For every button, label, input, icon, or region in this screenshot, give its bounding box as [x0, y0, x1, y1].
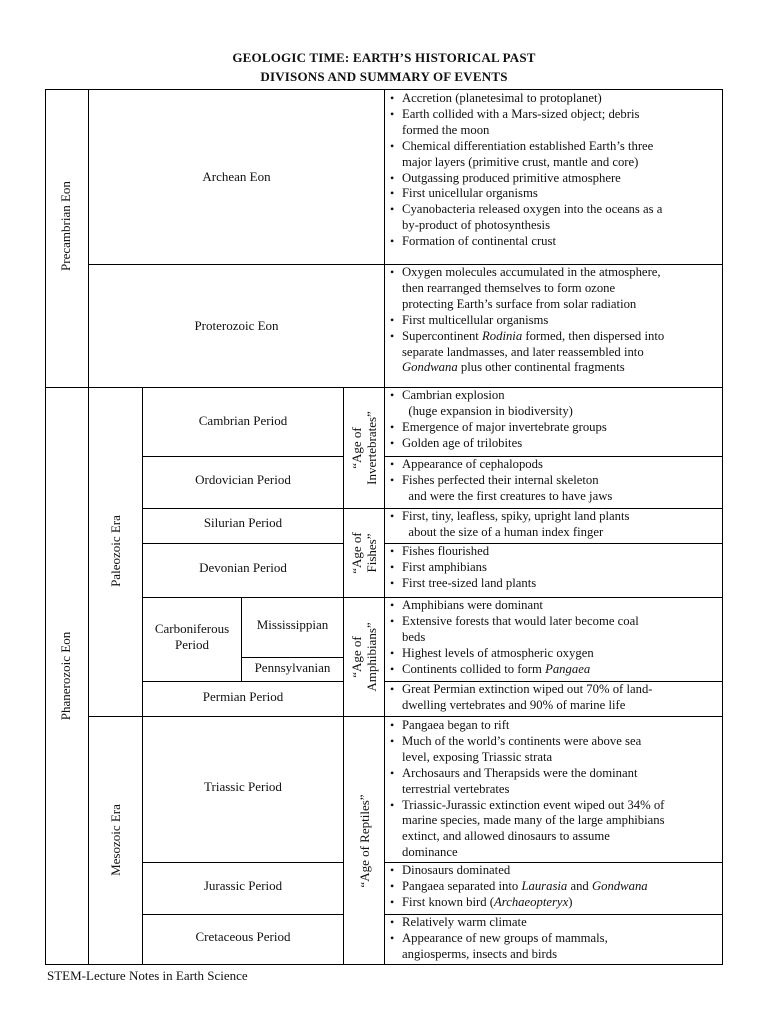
italic-term: Laurasia — [521, 878, 568, 893]
division-archean: Archean Eon — [202, 169, 271, 184]
event-line: • Chemical differentiation established Earth’s three — [402, 138, 654, 153]
event-item — [388, 798, 721, 862]
rule — [384, 89, 385, 965]
event-line: • Accretion (planetesimal to protoplanet) — [402, 91, 602, 105]
event-line — [402, 895, 721, 911]
event-item — [388, 614, 721, 646]
event-line: • Fishes flourished — [402, 544, 490, 558]
era-mesozoic: Mesozoic Era — [107, 804, 123, 876]
italic-term: Gondwana — [402, 360, 458, 375]
event-item — [388, 718, 721, 734]
event-item — [388, 879, 721, 895]
event-item — [388, 265, 721, 313]
event-item — [388, 171, 721, 187]
events-proterozoic — [388, 265, 721, 376]
age-label-line: “Age of — [349, 636, 364, 678]
event-line: • Cambrian explosion — [402, 388, 505, 402]
event-item — [388, 202, 721, 234]
event-item — [388, 420, 721, 436]
events-cretaceous — [388, 915, 721, 963]
event-item — [388, 544, 721, 560]
event-item — [388, 646, 721, 662]
event-line: • Much of the world’s continents were above sea — [402, 733, 642, 748]
period-permian: Permian Period — [202, 689, 284, 704]
event-line: protecting Earth’s surface from solar radiation — [402, 296, 637, 311]
text-run: Pangaea separated into — [402, 878, 522, 893]
events-devonian — [388, 544, 721, 592]
event-item — [388, 598, 721, 614]
age-label-line: Invertebrates” — [364, 411, 379, 485]
event-line: • Golden age of trilobites — [402, 435, 523, 450]
event-item — [388, 931, 721, 963]
era-paleozoic: Paleozoic Era — [107, 515, 123, 587]
text-run: plus other continental fragments — [457, 360, 625, 375]
event-line: • Extensive forests that would later become coal — [402, 613, 639, 628]
period-cambrian: Cambrian Period — [198, 413, 288, 428]
text-run: formed, then dispersed into — [522, 328, 665, 343]
events-carboniferous — [388, 598, 721, 678]
event-line: • First amphibians — [402, 559, 487, 574]
event-item — [388, 457, 721, 473]
event-line: major layers (primitive crust, mantle and core) — [402, 154, 639, 169]
event-line: • Appearance of new groups of mammals, — [402, 930, 608, 945]
event-line: • Fishes perfected their internal skeleton — [402, 472, 599, 487]
period-cretaceous: Cretaceous Period — [195, 929, 291, 944]
period-silurian: Silurian Period — [203, 515, 283, 530]
event-line: • Outgassing produced primitive atmosphere — [402, 170, 621, 185]
age-label-line: Amphibians” — [364, 622, 379, 692]
text-run: Continents collided to form — [402, 661, 546, 676]
event-item — [388, 91, 721, 107]
event-line: • Cyanobacteria released oxygen into the oceans as a — [402, 202, 663, 217]
event-line: • First, tiny, leafless, spiky, upright land plants — [402, 509, 630, 523]
event-item — [388, 473, 721, 505]
event-line: dominance — [402, 845, 458, 860]
subperiod-pennsylvanian: Pennsylvanian — [254, 660, 331, 675]
event-line: • First tree-sized land plants — [402, 575, 537, 590]
event-item — [388, 107, 721, 139]
eon-precambrian: Precambrian Eon — [57, 181, 73, 271]
event-line: • Pangaea began to rift — [402, 718, 510, 732]
italic-term: Archaeopteryx — [493, 894, 569, 909]
event-item — [388, 388, 721, 420]
event-line: and were the first creatures to have jaws — [402, 488, 613, 503]
event-item — [388, 734, 721, 766]
period-carboniferous — [143, 598, 241, 675]
period-triassic: Triassic Period — [204, 779, 282, 794]
event-line: dwelling vertebrates and 90% of marine life — [402, 697, 626, 712]
period-label-line: Carboniferous — [154, 620, 230, 636]
italic-term: Rodinia — [482, 328, 523, 343]
event-item — [388, 915, 721, 931]
event-line: extinct, and allowed dinosaurs to assume — [402, 829, 610, 844]
event-line — [402, 879, 721, 895]
event-item — [388, 436, 721, 452]
event-line: • Relatively warm climate — [402, 915, 527, 929]
event-line: • Emergence of major invertebrate groups — [402, 419, 607, 434]
event-line: about the size of a human index finger — [402, 524, 604, 539]
text-run: ) — [568, 894, 573, 909]
period-label-line: Period — [175, 636, 209, 652]
events-permian — [388, 682, 721, 714]
event-item — [388, 234, 721, 250]
event-item — [388, 329, 721, 377]
age-reptiles: “Age of Reptiles” — [356, 794, 372, 888]
event-item — [388, 662, 721, 678]
text-run: First known bird ( — [402, 894, 494, 909]
document-title: GEOLOGIC TIME: EARTH’S HISTORICAL PAST — [232, 50, 536, 65]
event-item — [388, 139, 721, 171]
subperiod-mississippian: Mississippian — [256, 617, 329, 632]
event-item — [388, 863, 721, 879]
event-line: then rearranged themselves to form ozone — [402, 280, 616, 295]
event-line: (huge expansion in biodiversity) — [402, 403, 573, 418]
event-item — [388, 313, 721, 329]
rule — [343, 387, 344, 965]
event-item — [388, 766, 721, 798]
period-ordovician: Ordovician Period — [195, 471, 291, 487]
age-invertebrates — [347, 387, 381, 509]
event-item — [388, 509, 721, 541]
division-proterozoic: Proterozoic Eon — [194, 318, 279, 333]
events-jurassic — [388, 863, 721, 911]
event-line: angiosperms, insects and birds — [402, 946, 558, 961]
event-line: • First unicellular organisms — [402, 186, 538, 201]
event-line: level, exposing Triassic strata — [402, 749, 553, 764]
event-item — [388, 895, 721, 911]
event-line — [402, 360, 721, 376]
events-silurian — [388, 509, 721, 541]
age-label-line: “Age of — [349, 427, 364, 469]
text-run: Supercontinent — [402, 328, 482, 343]
age-amphibians — [347, 597, 381, 717]
event-line: • Earth collided with a Mars-sized object; debris — [402, 106, 640, 121]
event-line — [402, 662, 721, 678]
italic-term: Pangaea — [545, 661, 591, 676]
event-line: • Appearance of cephalopods — [402, 457, 543, 471]
age-fishes — [347, 503, 381, 603]
period-jurassic: Jurassic Period — [203, 878, 283, 893]
event-line: • Great Permian extinction wiped out 70% of land- — [402, 682, 653, 696]
document-subtitle: DIVISONS AND SUMMARY OF EVENTS — [260, 69, 508, 84]
event-line: beds — [402, 629, 426, 644]
eon-phanerozoic: Phanerozoic Eon — [57, 631, 73, 721]
event-line: formed the moon — [402, 122, 490, 137]
event-line: • Archosaurs and Therapsids were the dominant — [402, 765, 638, 780]
event-item — [388, 560, 721, 576]
event-line: terrestrial vertebrates — [402, 781, 510, 796]
event-line: by-product of photosynthesis — [402, 218, 551, 233]
events-ordovician — [388, 457, 721, 505]
event-line: • First multicellular organisms — [402, 312, 549, 327]
event-line: • Triassic-Jurassic extinction event wiped out 34% of — [402, 797, 665, 812]
footer-note: STEM-Lecture Notes in Earth Science — [47, 968, 248, 983]
events-cambrian — [388, 388, 721, 452]
text-run: and — [567, 878, 592, 893]
event-item — [388, 682, 721, 714]
event-line — [402, 329, 721, 345]
event-line: separate landmasses, and later reassembled into — [402, 344, 644, 359]
event-line: • Formation of continental crust — [402, 234, 556, 249]
event-line: • Highest levels of atmospheric oxygen — [402, 645, 594, 660]
period-devonian: Devonian Period — [199, 560, 287, 575]
event-line: • Dinosaurs dominated — [402, 863, 511, 877]
event-item — [388, 576, 721, 592]
event-item — [388, 186, 721, 202]
age-label-line: “Age of — [349, 532, 364, 574]
events-triassic — [388, 718, 721, 861]
event-line: • Amphibians were dominant — [402, 598, 543, 612]
event-line: • Oxygen molecules accumulated in the atmosphere, — [402, 265, 661, 279]
italic-term: Gondwana — [591, 878, 648, 893]
event-line: marine species, made many of the large amphibians — [402, 813, 665, 828]
age-label-line: Fishes” — [364, 533, 379, 573]
events-archean — [388, 91, 721, 250]
